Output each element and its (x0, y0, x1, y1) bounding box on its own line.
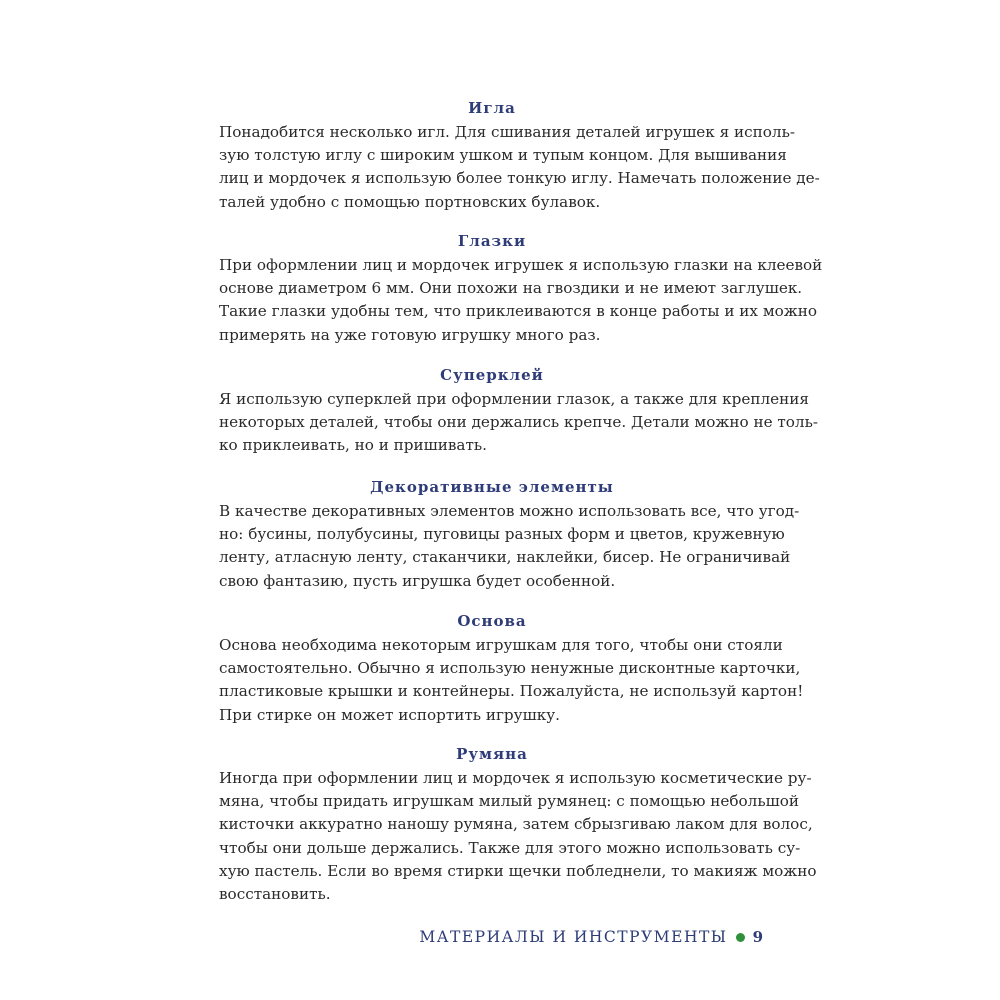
section-heading: Румяна (456, 745, 528, 763)
paragraph-line: мяна, чтобы придать игрушкам милый румянец: с помощью небольшой (219, 792, 799, 811)
paragraph-line: При оформлении лиц и мордочек игрушек я использую глазки на клеевой (219, 256, 823, 274)
paragraph-line: талей удобно с помощью портновских булавок. (219, 192, 601, 211)
paragraph-line: В качестве декоративных элементов можно использовать все, что угод- (219, 502, 800, 520)
section-decorative-elements (219, 476, 800, 593)
section-heading: Декоративные элементы (370, 478, 614, 496)
paragraph-line: Такие глазки удобны тем, что приклеиваются в конце работы и их можно (219, 302, 818, 321)
section-eyes (219, 230, 823, 347)
page-number: 9 (752, 928, 763, 946)
page-footer (419, 928, 763, 946)
paragraph-line: восстановить. (219, 884, 331, 903)
section-base (219, 610, 804, 727)
section-blush (219, 743, 817, 906)
paragraph-line: примерять на уже готовую игрушку много раз. (219, 325, 601, 344)
paragraph-line: Основа необходима некоторым игрушкам для того, чтобы они стояли (219, 636, 783, 654)
paragraph-line: пластиковые крышки и контейнеры. Пожалуйста, не используй картон! (219, 682, 804, 701)
paragraph-line: лиц и мордочек я использую более тонкую иглу. Намечать положение де- (219, 169, 820, 188)
section-heading: Суперклей (440, 366, 544, 384)
paragraph-line: кисточки аккуратно наношу румяна, затем сбрызгиваю лаком для волос, (219, 815, 813, 834)
section-heading: Основа (457, 612, 527, 630)
paragraph-line: При стирке он может испортить игрушку. (219, 705, 560, 724)
section-heading: Глазки (457, 232, 527, 250)
paragraph-line: некоторых деталей, чтобы они держались крепче. Детали можно не толь- (219, 413, 818, 432)
paragraph-line: чтобы они дольше держались. Также для этого можно использовать су- (219, 838, 801, 857)
paragraph-line: свою фантазию, пусть игрушка будет особенной. (219, 571, 616, 590)
paragraph-line: ленту, атласную ленту, стаканчики, наклейки, бисер. Не ограничивай (219, 548, 791, 567)
paragraph-line: но: бусины, полубусины, пуговицы разных форм и цветов, кружевную (219, 525, 785, 544)
paragraph-line: зую толстую иглу с широким ушком и тупым концом. Для вышивания (219, 146, 787, 165)
paragraph-line: Понадобится несколько игл. Для сшивания деталей игрушек я исполь- (219, 123, 795, 141)
paragraph-line: ко приклеивать, но и пришивать. (219, 436, 487, 455)
paragraph-line: Я использую суперклей при оформлении глазок, а также для крепления (219, 390, 809, 408)
bullet-dot-icon (736, 933, 745, 942)
paragraph-line: Иногда при оформлении лиц и мордочек я использую косметические ру- (219, 769, 812, 787)
paragraph-line: хую пастель. Если во время стирки щечки побледнели, то макияж можно (219, 861, 817, 880)
paragraph-line: самостоятельно. Обычно я использую ненужные дисконтные карточки, (219, 659, 801, 678)
chapter-title: МАТЕРИАЛЫ И ИНСТРУМЕНТЫ (419, 928, 728, 946)
section-superglue (219, 364, 818, 458)
paragraph-line: основе диаметром 6 мм. Они похожи на гвоздики и не имеют заглушек. (219, 279, 803, 298)
section-needle (219, 97, 820, 214)
section-heading: Игла (468, 99, 516, 117)
